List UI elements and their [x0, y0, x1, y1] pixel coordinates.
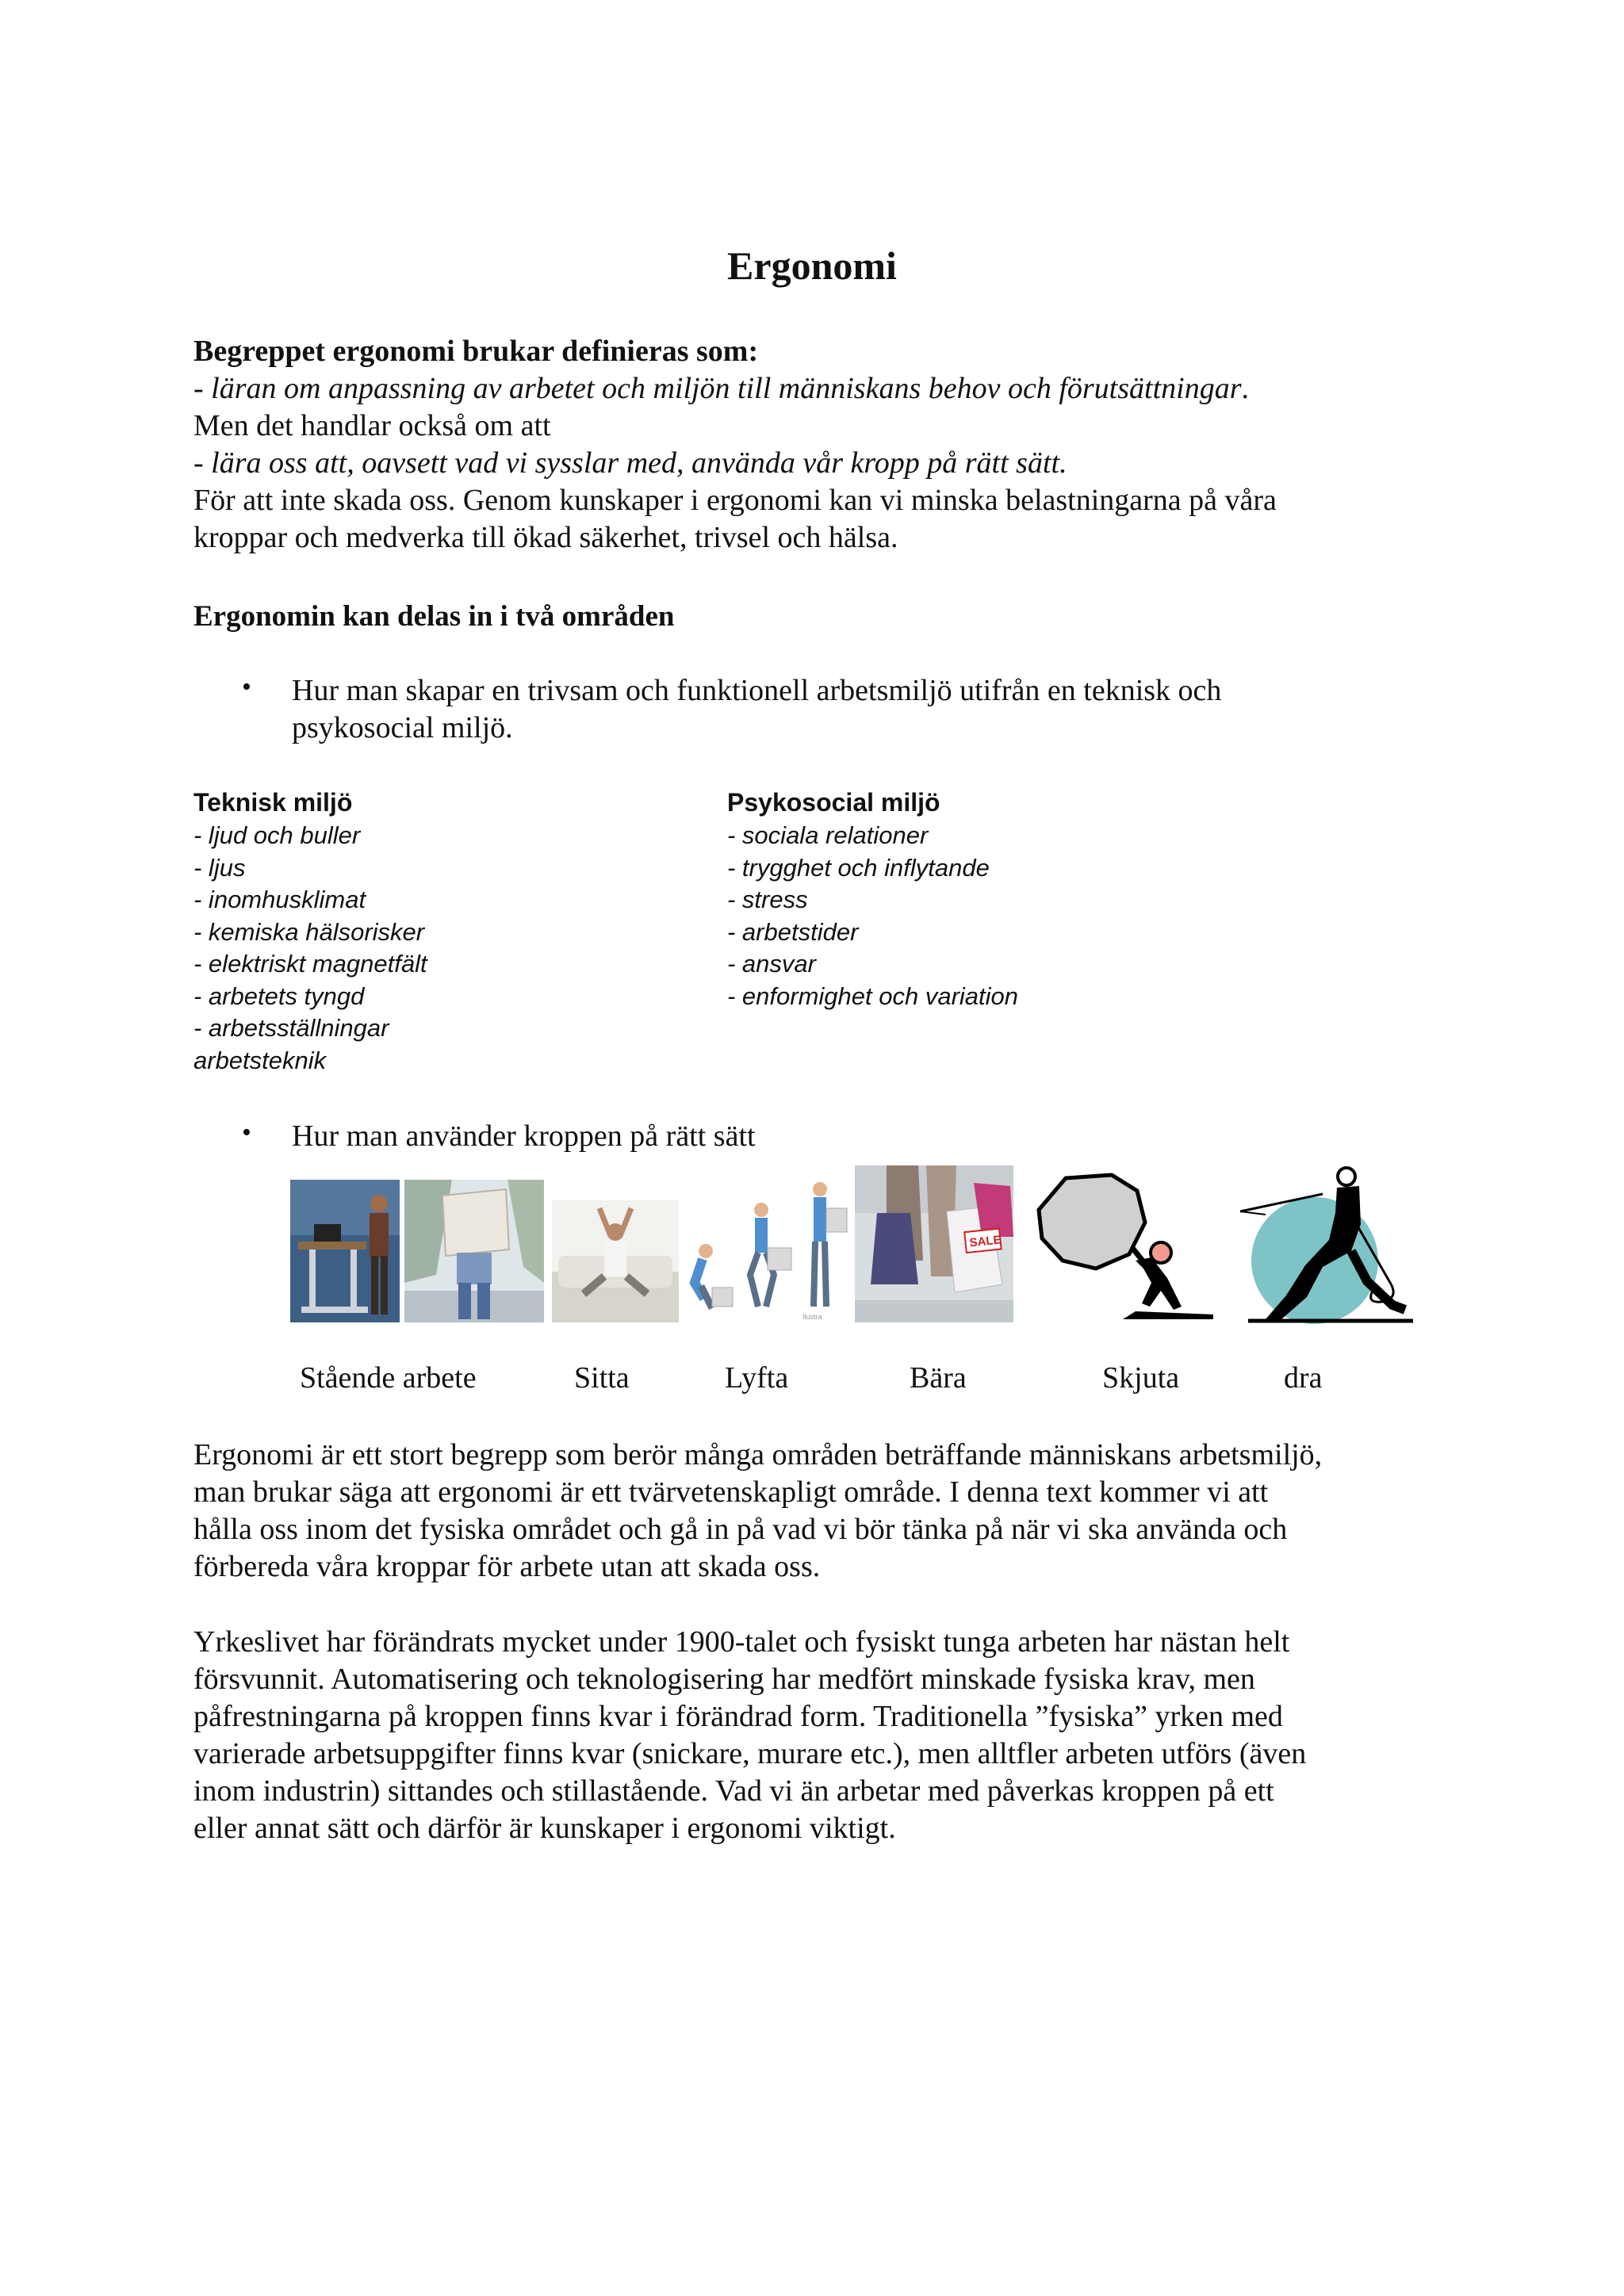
paragraph-line: Ergonomi är ett stort begrepp som berör många områden beträffande människans arbetsmiljö, [193, 1438, 1323, 1471]
psykosocial-column [727, 785, 1018, 1012]
paragraph-1 [193, 1437, 1438, 1586]
paragraph-line: förbereda våra kroppar för arbete utan att skada oss. [193, 1550, 821, 1583]
carrying-bags-image [855, 1165, 1013, 1322]
list-item: - ansvar [727, 950, 816, 978]
caption-lifting: Lyfta [725, 1361, 789, 1395]
caption-pushing: Skjuta [1102, 1361, 1180, 1395]
dash: - [193, 372, 212, 405]
caption-standing: Stående arbete [300, 1361, 477, 1395]
pulling-rope-image [1234, 1162, 1413, 1327]
teknisk-column [193, 785, 427, 1077]
paragraph-line: eller annat sätt och därför är kunskaper i ergonomi viktigt. [193, 1812, 896, 1845]
paragraph-2 [193, 1624, 1438, 1847]
caption-carrying: Bära [910, 1361, 967, 1395]
definition-2 [193, 445, 1067, 482]
paragraph-line: Yrkeslivet har förändrats mycket under 1900-talet och fysiskt tunga arbeten har nästan helt [193, 1625, 1290, 1659]
connector-text: Men det handlar också om att [193, 409, 551, 442]
psykosocial-heading: Psykosocial miljö [727, 788, 940, 817]
period: . [1241, 372, 1249, 405]
list-item: - elektriskt magnetfält [193, 950, 427, 978]
caption-sitting: Sitta [574, 1361, 630, 1395]
bullet-symbol: • [242, 1118, 251, 1147]
caption-pulling: dra [1284, 1361, 1323, 1395]
list-item: - arbetstider [727, 917, 859, 946]
list-item: arbetsteknik [193, 1046, 327, 1074]
list-item: - ljus [193, 853, 246, 882]
list-item: - enformighet och variation [727, 982, 1019, 1010]
definition-1 [193, 370, 1249, 408]
pushing-rock-image [1034, 1172, 1216, 1324]
lifting-sequence-image [684, 1172, 848, 1322]
list-item: - ljud och buller [193, 821, 361, 849]
bullet-1-line-2: psykosocial miljö. [292, 711, 513, 744]
definition-heading: Begreppet ergonomi brukar definieras som: [193, 335, 759, 368]
sale-tag-text: SALE [968, 1233, 1002, 1250]
areas-heading: Ergonomin kan delas in i två områden [193, 600, 675, 633]
list-item: - stress [727, 886, 808, 913]
lifting-box-image [404, 1180, 544, 1322]
intro-text-line-1: För att inte skada oss. Genom kunskaper i ergonomi kan vi minska belastningarna på våra [193, 484, 1277, 517]
list-item: - kemiska hälsorisker [193, 917, 425, 946]
paragraph-line: försvunnit. Automatisering och teknologisering har medfört minskade fysiska krav, men [193, 1663, 1255, 1696]
bullet-2-text: Hur man använder kroppen på rätt sätt [292, 1119, 756, 1153]
image-watermark: Ilustra [802, 1313, 822, 1321]
list-item: - arbetets tyngd [193, 982, 365, 1010]
bullet-symbol: • [242, 672, 251, 702]
list-item: - arbetsställningar [193, 1014, 389, 1042]
intro-text-line-2: kroppar och medverka till ökad säkerhet, trivsel och hälsa. [193, 521, 898, 554]
definition-2-text: lära oss att, oavsett vad vi sysslar med, använda vår kropp på rätt sätt. [211, 446, 1067, 480]
page-title: Ergonomi [727, 243, 897, 288]
bullet-1-line-1: Hur man skapar en trivsam och funktionell arbetsmiljö utifrån en teknisk och [292, 674, 1222, 707]
teknisk-heading: Teknisk miljö [193, 788, 353, 817]
list-item: - sociala relationer [727, 821, 929, 849]
definition-1-text: läran om anpassning av arbetet och miljön till människans behov och förutsättningar [211, 372, 1242, 405]
standing-work-image [290, 1180, 400, 1322]
list-item: - trygghet och inflytande [727, 853, 990, 882]
paragraph-line: varierade arbetsuppgifter finns kvar (snickare, murare etc.), men alltfler arbeten utförs (även [193, 1737, 1307, 1770]
sitting-image [552, 1200, 679, 1322]
paragraph-line: hålla oss inom det fysiska området och gå in på vad vi bör tänka på när vi ska använda och [193, 1513, 1288, 1546]
paragraph-line: påfrestningarna på kroppen finns kvar i förändrad form. Traditionella ”fysiska” yrken med [193, 1700, 1283, 1733]
list-item: - inomhusklimat [193, 886, 366, 913]
dash: - [193, 446, 212, 480]
paragraph-line: man brukar säga att ergonomi är ett tvärvetenskapligt område. I denna text kommer vi att [193, 1475, 1269, 1509]
paragraph-line: inom industrin) sittandes och stillastående. Vad vi än arbetar med påverkas kroppen på ett [193, 1774, 1274, 1808]
